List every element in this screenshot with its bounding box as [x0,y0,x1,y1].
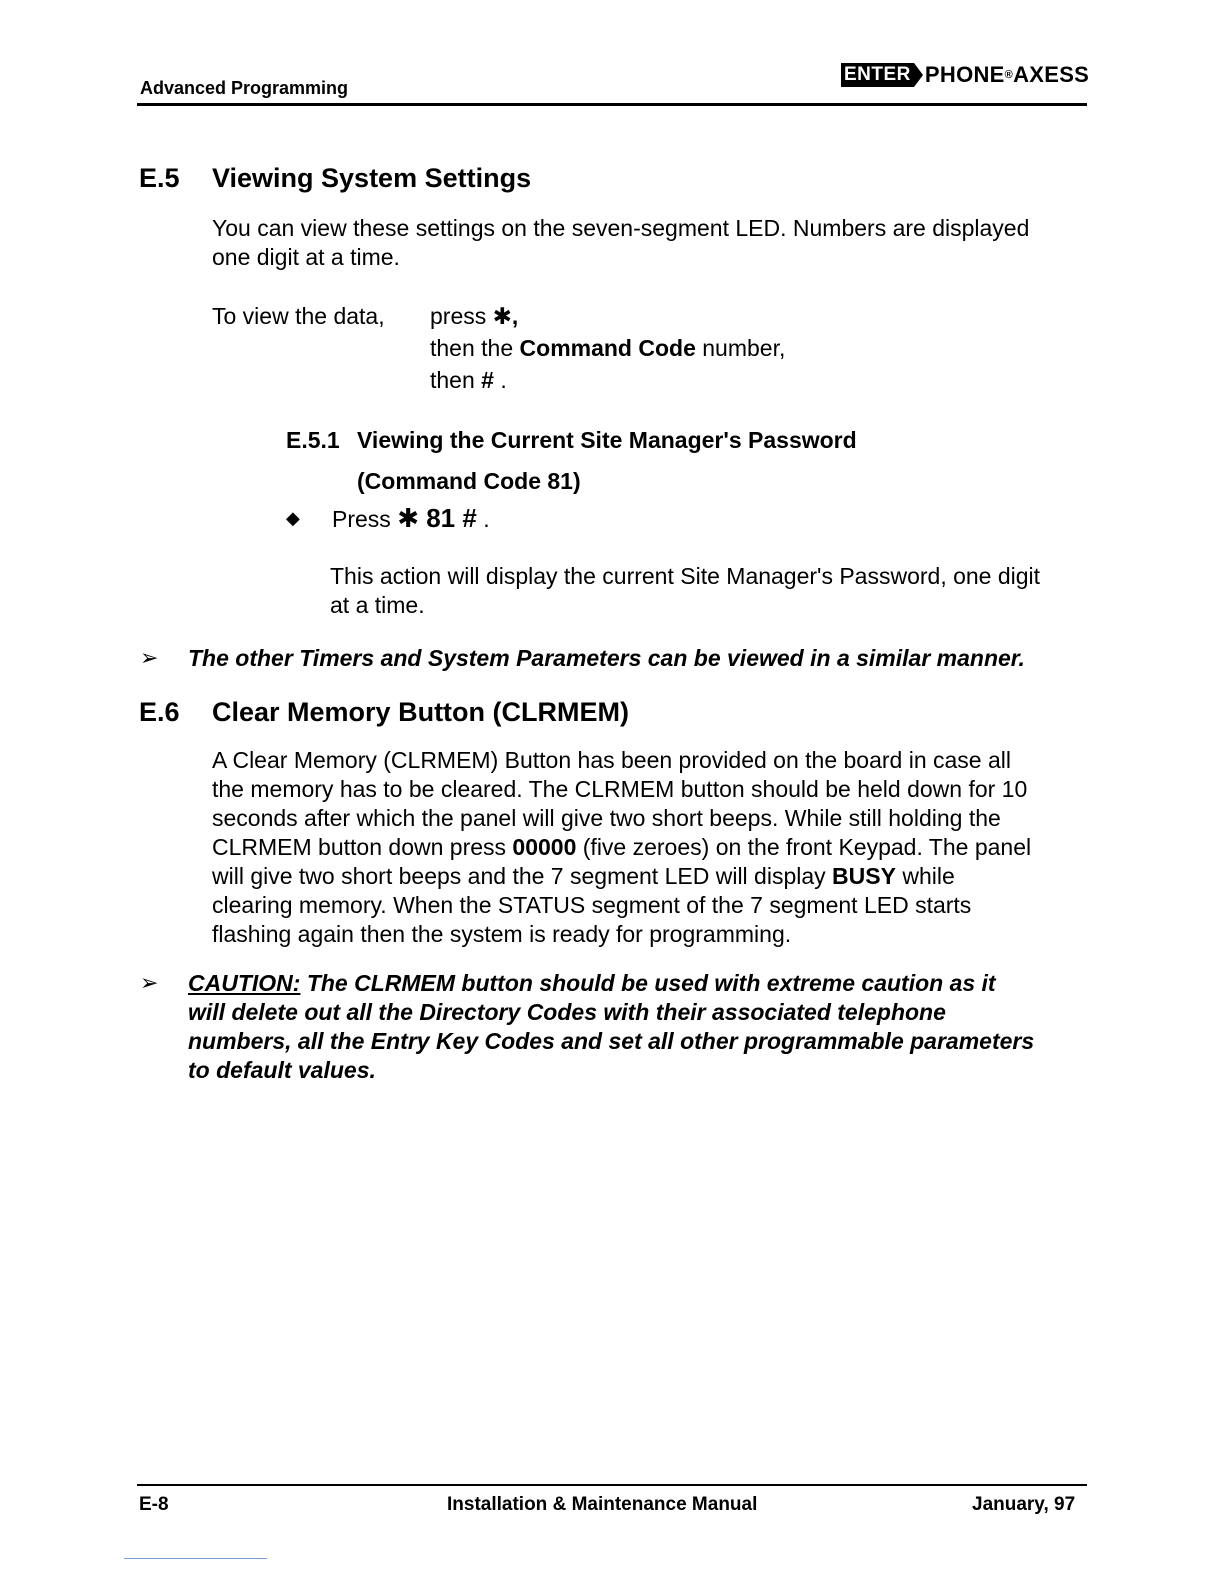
subsection-e51-title: Viewing the Current Site Manager's Password [357,427,857,453]
similar-manner-note: The other Timers and System Parameters can be viewed in a similar manner. [188,645,1025,671]
subsection-e51-subtitle: (Command Code 81) [357,468,581,494]
footer-manual-title: Installation & Maintenance Manual [447,1494,758,1515]
section-e5-title: Viewing System Settings [212,163,532,193]
section-e6-number: E.6 [139,697,180,727]
view-data-label: To view the data, [212,303,385,329]
subsection-e51-number: E.5.1 [286,427,340,453]
logo-axess-text: AXESS [1013,62,1090,87]
view-steps [430,302,785,395]
instruction-text: . [483,506,490,532]
paragraph-line [212,833,1082,862]
step-text: then the [430,335,520,361]
caution-note [188,969,1082,1085]
description-line: at a time. [330,592,425,618]
paragraph-line: the memory has to be cleared. The CLRMEM button should be held down for 10 [212,776,1028,802]
diamond-bullet-icon: ◆ [286,508,300,528]
logo-registered-mark: ® [1004,69,1014,81]
step-text: number, [695,335,786,361]
paragraph-line: clearing memory. When the STATUS segment of the 7 segment LED starts [212,892,972,918]
view-step-3 [430,366,785,395]
description-line: This action will display the current Site Manager's Password, one digit [330,563,1041,589]
paragraph-line [212,862,1082,891]
brand-logo [841,62,1089,88]
press-81-instruction [332,504,490,534]
e5-intro-line: one digit at a time. [212,244,400,270]
line-text: will give two short beeps and the 7 segment LED will display [212,863,833,889]
caution-label: CAUTION: [188,970,301,996]
view-step-1 [430,302,785,331]
arrowhead-bullet-icon: ➢ [140,645,159,670]
caution-line: to default values. [188,1057,376,1083]
section-e5-number: E.5 [139,163,180,193]
busy-display: BUSY [832,863,896,889]
e51-description [330,562,1085,620]
header-rule [137,103,1087,106]
footer-page-number: E-8 [139,1494,169,1515]
step-text: press [430,303,493,329]
header-section-title: Advanced Programming [140,78,349,98]
e5-intro-line: You can view these settings on the seven-segment LED. Numbers are displayed [212,215,1030,241]
logo-enter-box: ENTER [841,63,914,87]
paragraph-line: seconds after which the panel will give two short beeps. While still holding the [212,805,1001,831]
arrowhead-bullet-icon: ➢ [140,970,159,995]
view-step-2 [430,334,785,363]
hash-key: # [481,367,494,393]
paragraph-line: A Clear Memory (CLRMEM) Button has been provided on the board in case all [212,747,1012,773]
scan-edge-line [124,1558,267,1559]
footer-rule [137,1484,1087,1486]
instruction-text: Press [332,506,398,532]
star-key: ✱, [492,303,519,329]
footer-date: January, 97 [972,1494,1076,1515]
key-sequence: ✱ 81 # [397,503,477,533]
line-text: while [895,863,955,889]
line-text: (five zeroes) on the front Keypad. The panel [576,834,1032,860]
step-text: then [430,367,482,393]
caution-line [188,969,1082,998]
logo-phone-text: PHONE [924,62,1005,87]
zeroes-code: 00000 [512,834,577,860]
command-code-term: Command Code [519,335,696,361]
caution-line: will delete out all the Directory Codes with their associated telephone [188,999,946,1025]
line-text: CLRMEM button down press [212,834,513,860]
e5-intro-paragraph [212,214,1084,272]
caution-line: numbers, all the Entry Key Codes and set all other programmable parameters [188,1028,1035,1054]
logo-arrow-icon [914,63,923,87]
caution-text: The CLRMEM button should be used with extreme caution as it [300,970,996,996]
section-e6-title: Clear Memory Button (CLRMEM) [212,697,629,727]
step-text: . [500,367,507,393]
clrmem-paragraph [212,746,1082,949]
paragraph-line: flashing again then the system is ready for programming. [212,921,792,947]
